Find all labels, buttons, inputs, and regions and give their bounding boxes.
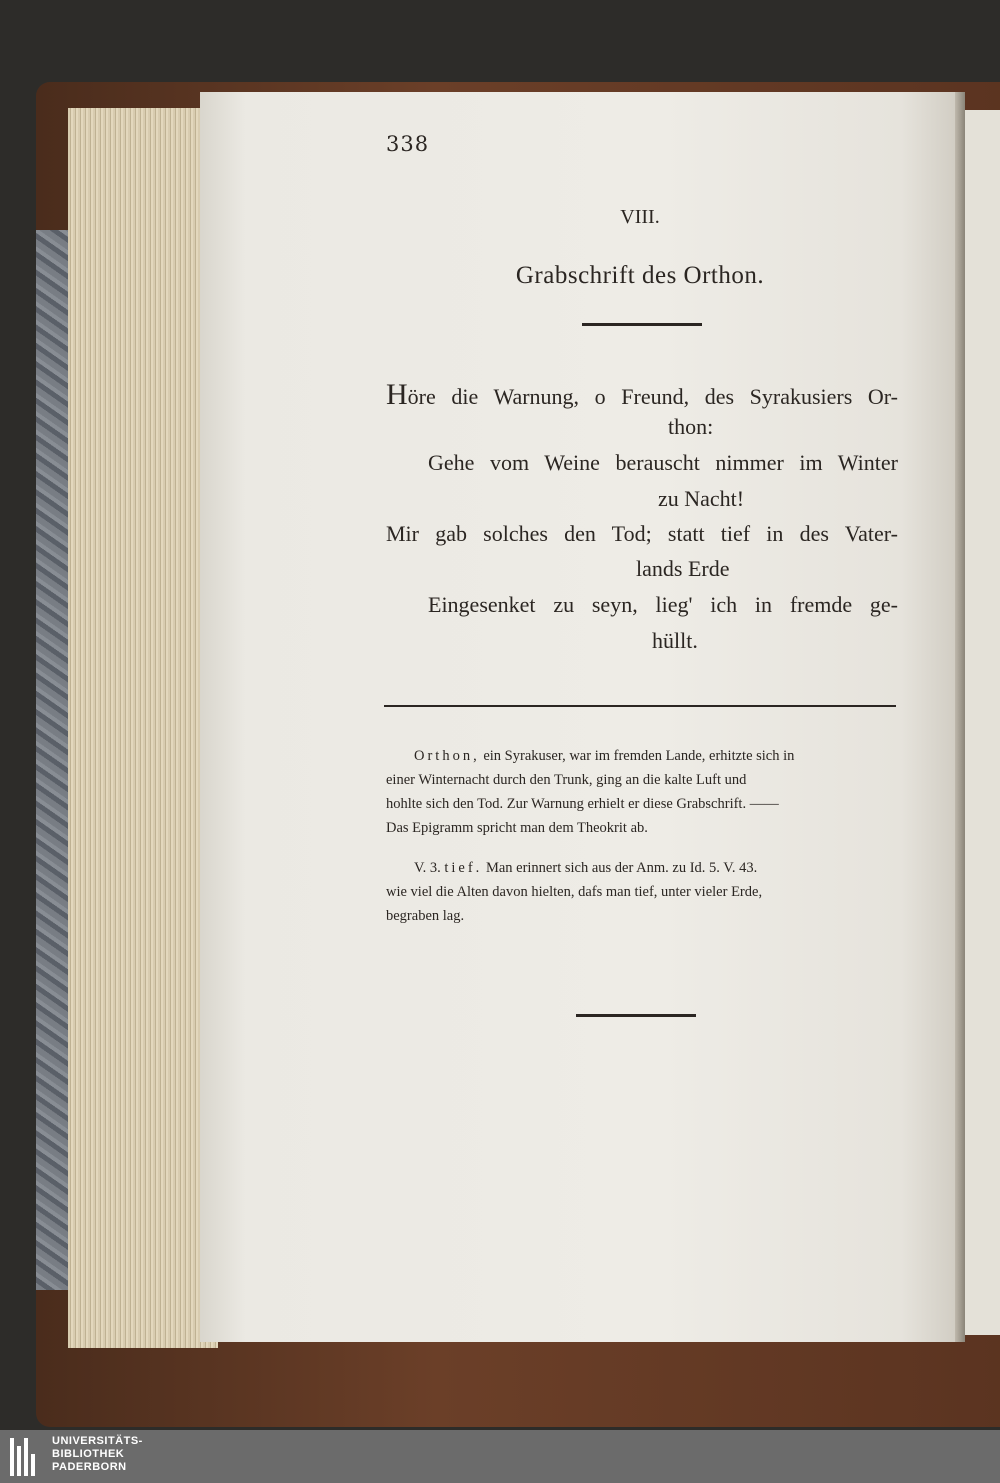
footnote-2-line2: wie viel die Alten davon hielten, dafs man tief, unter vieler Erde, [386,884,763,900]
verse-line-4: Eingesenket zu seyn, lieg' ich in fremde ge- [428,592,898,617]
verse-line-2: Gehe vom Weine berauscht nimmer im Winter [428,450,898,475]
section-numeral: VIII. [620,206,660,228]
facing-page [962,110,1000,1335]
library-name-line3: PADERBORN [52,1461,127,1473]
library-name-line1: UNIVERSITÄTS- [52,1435,143,1447]
footnote-rule [384,705,896,707]
page-edges [68,108,218,1348]
footnote-1-line2: einer Winternacht durch den Trunk, ging an die kalte Luft und [386,772,747,788]
library-logo-icon [10,1438,40,1476]
footnote-2-lead: V. 3. [414,860,445,876]
verse-line-1-cont: thon: [668,414,714,439]
library-footer [0,1430,1000,1483]
footnote-2-line1: Man erinnert sich aus der Anm. zu Id. 5. V. 43. [482,860,758,876]
verse-line-3-cont: lands Erde [636,556,730,581]
footnote-1-lead: Orthon, [414,748,480,764]
verse-line-4-cont: hüllt. [652,628,698,653]
verse-line-2-cont: zu Nacht! [658,486,745,511]
footnote-1 [386,744,893,840]
verse-line-1-text: öre die Warnung, o Freund, des Syrakusiers Or- [407,384,898,409]
verse-line-3: Mir gab solches den Tod; statt tief in des Vater- [386,521,898,546]
page-number: 338 [386,132,430,156]
footnote-2-line3: begraben lag. [386,908,465,924]
footnote-1-line3: hohlte sich den Tod. Zur Warnung erhielt er diese Grabschrift. —— [386,796,779,812]
footnote-1-line4: Das Epigramm spricht man dem Theokrit ab. [386,820,648,836]
drop-initial: H [386,378,408,411]
footnote-2 [386,856,893,928]
poem-title: Grabschrift des Orthon. [515,262,765,289]
page-gutter [955,92,965,1342]
footnote-2-word: tief. [444,860,483,876]
library-name [52,1435,143,1474]
title-rule [582,323,702,326]
end-rule [576,1014,696,1017]
verse-line-1 [386,378,898,412]
footnote-1-line1: ein Syrakuser, war im fremden Lande, erhitzte sich in [479,748,795,764]
library-name-line2: BIBLIOTHEK [52,1448,125,1460]
